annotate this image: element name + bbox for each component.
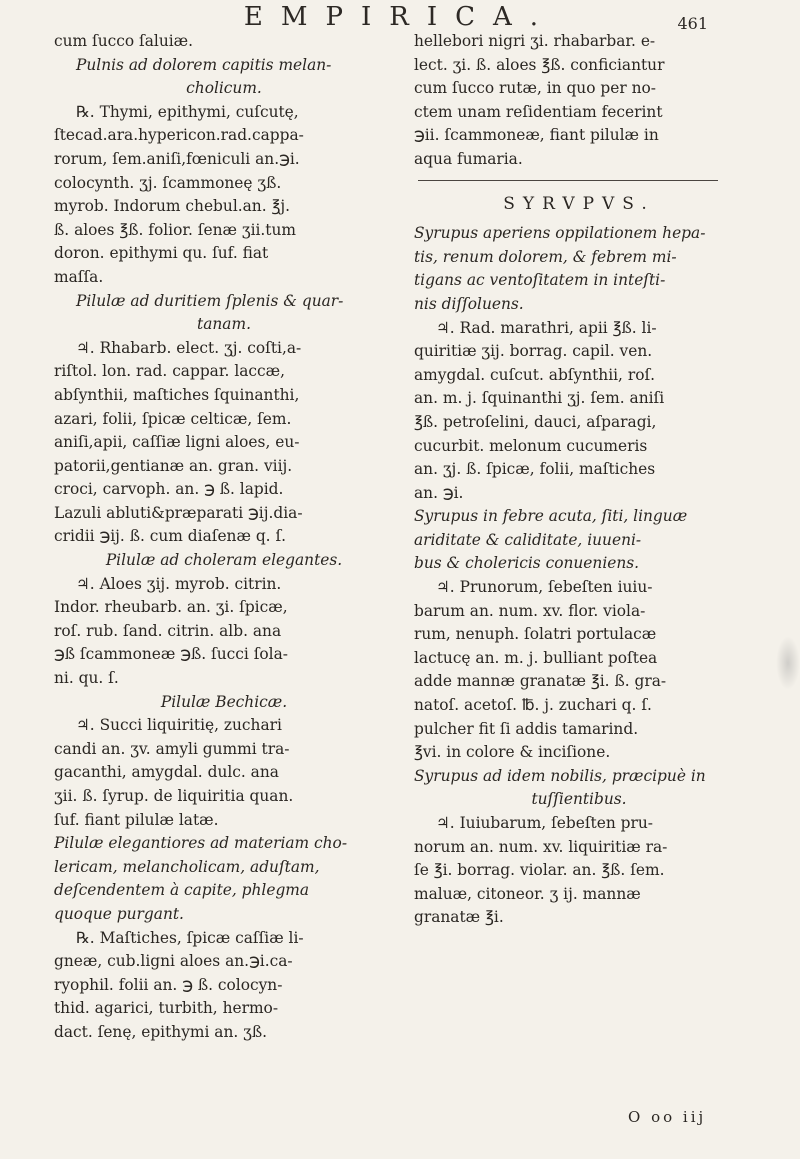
text-line: colocynth. ʒj. ſcammoneę ʒß. — [54, 173, 282, 192]
section-title: SYRVPVS. — [503, 193, 655, 214]
text-line: hellebori nigri ʒi. rhabarbar. e- — [414, 32, 656, 50]
recipe-heading: Pilulæ ad duritiem ſplenis & quar- — [76, 291, 344, 310]
recipe-heading: Pilulæ ad choleram elegantes. — [105, 551, 343, 570]
text-line: roſ. rub. ſand. citrin. alb. ana — [54, 621, 282, 640]
text-line: gneæ, cub.ligni aloes an.℈i.ca- — [54, 952, 293, 971]
text-line: ♃. Prunorum, ſebeſten iuiu- — [436, 578, 653, 597]
text-line: thid. agarici, turbith, hermo- — [54, 999, 279, 1018]
right-column-top — [414, 30, 744, 172]
text-line: ♃. Rad. marathri, apii ℥ß. li- — [436, 318, 657, 337]
recipe-heading: ariditate & caliditate, iuueni- — [414, 530, 642, 549]
recipe-heading: tigans ac ventoſitatem in inteſti- — [414, 271, 666, 290]
recipe-heading: lericam, melancholicam, aduſtam, — [54, 857, 320, 876]
recipe-heading: Pilulæ Bechicæ. — [160, 692, 288, 711]
text-line: doron. epithymi qu. ſuf. fiat — [54, 244, 269, 263]
recipe-heading: cholicum. — [186, 79, 262, 98]
running-header: EMPIRICA. — [243, 2, 557, 32]
section-rule — [418, 180, 718, 181]
text-line: ſtecad.ara.hypericon.rad.cappa- — [54, 126, 304, 145]
recipe-heading: Syrupus ad idem nobilis, præcipuè in — [414, 766, 706, 785]
text-line: ℈ii. ſcammoneæ, fiant pilulæ in — [414, 126, 659, 145]
text-line: ♃. Succi liquiritię, zuchari — [76, 716, 282, 735]
text-line: adde mannæ granatæ ℥i. ß. gra- — [414, 672, 667, 691]
text-line: aniſi,apii, caſſiæ ligni aloes, eu- — [54, 433, 300, 452]
text-line: ß. aloes ℥ß. folior. ſenæ ʒii.tum — [54, 220, 296, 239]
text-line: cridii ℈ij. ß. cum diaſenæ q. ſ. — [54, 527, 287, 546]
signature-mark: O oo iij — [628, 1108, 707, 1126]
text-line: ℥vi. in colore & inciſione. — [414, 743, 611, 762]
text-line: ℞. Thymi, epithymi, cuſcutę, — [76, 102, 299, 121]
text-line: amygdal. cuſcut. abſynthii, roſ. — [414, 365, 656, 384]
text-line: ʒii. ß. ſyrup. de liquiritia quan. — [54, 787, 294, 805]
text-line: croci, carvoph. an. ℈ ß. lapid. — [54, 480, 284, 499]
recipe-heading: bus & cholericis conueniens. — [414, 554, 640, 573]
text-line: ℥ß. petroſelini, dauci, aſparagi, — [414, 412, 657, 431]
text-line: cum ſucco ſaluiæ. — [54, 32, 194, 50]
text-line: granatæ ℥i. — [414, 908, 504, 927]
text-line: riſtol. lon. rad. cappar. laccæ, — [54, 362, 286, 381]
text-line: an. ℈i. — [414, 483, 464, 502]
recipe-heading: tanam. — [197, 315, 251, 334]
recipe-heading: tis, renum dolorem, & febrem mi- — [414, 247, 677, 266]
recipe-heading: tuſſientibus. — [531, 790, 627, 809]
text-line: maſſa. — [54, 267, 104, 286]
text-line: ctem unam reſidentiam fecerint — [414, 102, 663, 121]
text-line: aqua fumaria. — [414, 149, 523, 168]
text-line: quiritiæ ʒij. borrag. capil. ven. — [414, 342, 653, 361]
text-line: cucurbit. melonum cucumeris — [414, 436, 648, 455]
text-line: azari, folii, ſpicæ celticæ, ſem. — [54, 409, 292, 428]
text-line: norum an. num. xv. liquiritiæ ra- — [414, 837, 668, 856]
text-line: maluæ, citoneor. ʒ ij. mannæ — [414, 884, 641, 903]
text-line: ryophil. folii an. ℈ ß. colocyn- — [54, 975, 283, 994]
text-line: rum, nenuph. ſolatri portulacæ — [414, 625, 657, 644]
text-line: an. ʒj. ß. ſpicæ, folii, maſtiches — [414, 460, 656, 479]
recipe-heading: nis diſſoluens. — [414, 294, 524, 313]
recipe-heading: quoque purgant. — [54, 904, 184, 923]
paper-stain — [776, 636, 800, 690]
text-line: ℈ß ſcammoneæ ℈ß. ſucci ſola- — [54, 645, 288, 664]
text-line: lect. ʒi. ß. aloes ℥ß. conficiantur — [414, 55, 665, 74]
text-line: ℞. Maſtiches, ſpicæ caſſiæ li- — [76, 928, 304, 947]
text-line: Indor. rheubarb. an. ʒi. ſpicæ, — [54, 598, 288, 617]
recipe-heading: Syrupus in febre acuta, ſiti, linguæ — [414, 507, 688, 526]
recipe-heading: deſcendentem à capite, phlegma — [54, 881, 310, 900]
recipe-heading: Pulnis ad dolorem capitis melan- — [76, 55, 332, 74]
text-line: cum ſucco rutæ, in quo per no- — [414, 79, 656, 98]
right-column — [414, 30, 744, 930]
text-line: natoſ. acetoſ. ℔. j. zuchari q. ſ. — [414, 696, 652, 715]
recipe-heading: Pilulæ elegantiores ad materiam cho- — [54, 834, 348, 853]
text-line: an. m. j. ſquinanthi ʒj. ſem. aniſi — [414, 389, 665, 408]
text-line: candi an. ʒv. amyli gummi tra- — [54, 739, 290, 758]
text-line: dact. ſenę, epithymi an. ʒß. — [54, 1022, 268, 1041]
text-line: ſe ℥i. borrag. violar. an. ℥ß. ſem. — [414, 861, 665, 880]
text-line: ſuf. fiant pilulæ latæ. — [54, 810, 219, 829]
text-line: pulcher fit ſi addis tamarind. — [414, 719, 639, 738]
text-line: Lazuli abluti&præparati ℈ij.dia- — [54, 503, 303, 522]
recipe-heading: Syrupus aperiens oppilationem hepa- — [414, 224, 706, 243]
text-line: ♃. Aloes ʒij. myrob. citrin. — [76, 574, 282, 593]
page-number: 461 — [677, 14, 708, 33]
text-line: rorum, ſem.aniſi,fœniculi an.℈i. — [54, 149, 300, 168]
text-line: patorii,gentianæ an. gran. viij. — [54, 456, 293, 475]
text-line: ♃. Rhabarb. elect. ʒj. coſti,a- — [76, 338, 302, 357]
text-line: abſynthii, maſtiches ſquinanthi, — [54, 385, 300, 404]
left-column — [54, 30, 394, 1045]
text-line: ni. qu. ſ. — [54, 669, 119, 688]
text-line: ♃. Iuiubarum, ſebeſten pru- — [436, 814, 653, 832]
right-column-body — [414, 222, 744, 930]
text-line: myrob. Indorum chebul.an. ℥j. — [54, 197, 291, 216]
text-line: lactucę an. m. j. bulliant poſtea — [414, 648, 658, 667]
text-line: gacanthi, amygdal. dulc. ana — [54, 763, 279, 782]
text-line: barum an. num. xv. flor. viola- — [414, 601, 646, 620]
